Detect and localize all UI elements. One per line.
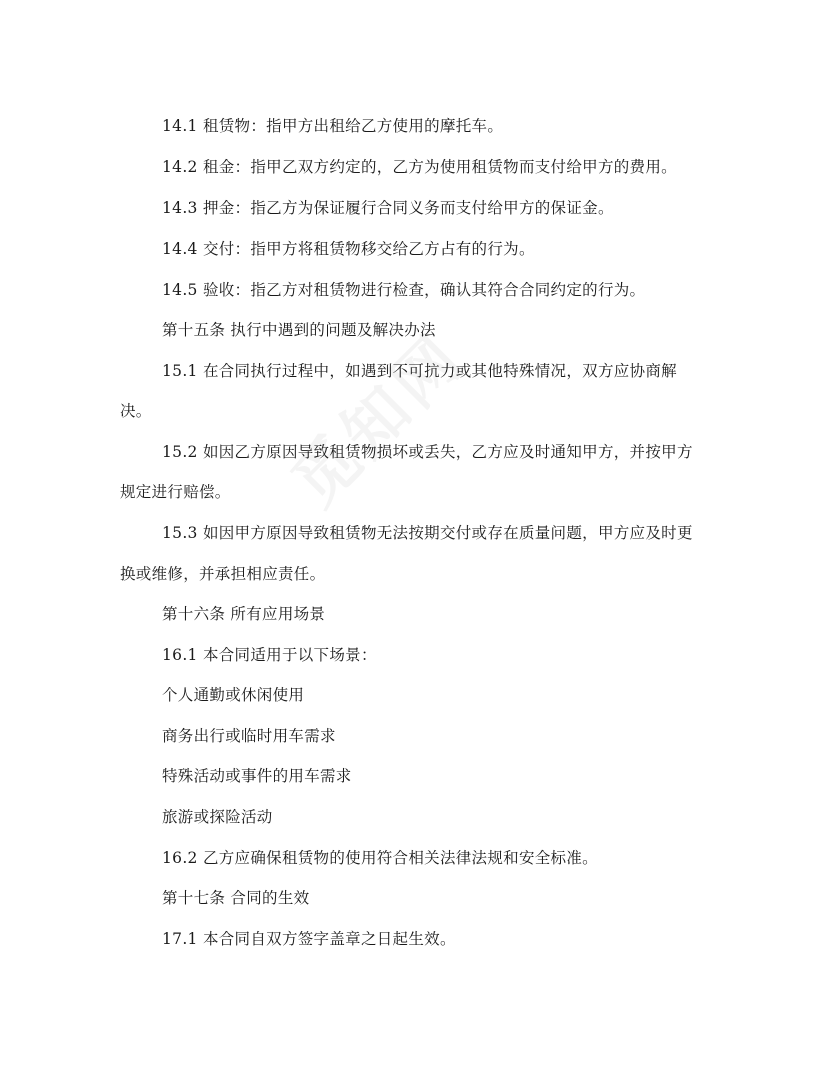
section-heading-15: 第十五条 执行中遇到的问题及解决办法: [162, 321, 436, 339]
scenario-item: 旅游或探险活动: [162, 808, 273, 826]
clause-14-1: 14.1 租赁物：指甲方出租给乙方使用的摩托车。: [162, 117, 504, 135]
watermark: [268, 309, 482, 523]
clause-16-2: 16.2 乙方应确保租赁物的使用符合相关法律法规和安全标准。: [162, 849, 598, 867]
clause-14-3: 14.3 押金：指乙方为保证履行合同义务而支付给甲方的保证金。: [162, 199, 614, 217]
clause-15-1-line-2: 决。: [120, 402, 152, 420]
clause-14-5: 14.5 验收：指乙方对租赁物进行检查，确认其符合合同约定的行为。: [162, 281, 646, 299]
scenario-item: 商务出行或临时用车需求: [162, 727, 336, 745]
clause-14-4: 14.4 交付：指甲方将租赁物移交给乙方占有的行为。: [162, 240, 535, 258]
clause-15-3-line-1: 15.3 如因甲方原因导致租赁物无法按期交付或存在质量问题，甲方应及时更: [162, 524, 693, 542]
clause-15-2-line-1: 15.2 如因乙方原因导致租赁物损坏或丢失，乙方应及时通知甲方，并按甲方: [162, 443, 693, 461]
scenario-item: 特殊活动或事件的用车需求: [162, 767, 352, 785]
clause-15-3-line-2: 换或维修，并承担相应责任。: [120, 565, 326, 583]
clause-14-2: 14.2 租金：指甲乙双方约定的，乙方为使用租赁物而支付给甲方的费用。: [162, 158, 677, 176]
scenario-item: 个人通勤或休闲使用: [162, 686, 305, 704]
clause-16-1: 16.1 本合同适用于以下场景：: [162, 646, 377, 664]
clause-15-2-line-2: 规定进行赔偿。: [120, 483, 231, 501]
clause-17-1: 17.1 本合同自双方签字盖章之日起生效。: [162, 930, 456, 948]
section-heading-16: 第十六条 所有应用场景: [162, 605, 326, 623]
section-heading-17: 第十七条 合同的生效: [162, 889, 310, 907]
clause-15-1-line-1: 15.1 在合同执行过程中，如遇到不可抗力或其他特殊情况，双方应协商解: [162, 362, 677, 380]
